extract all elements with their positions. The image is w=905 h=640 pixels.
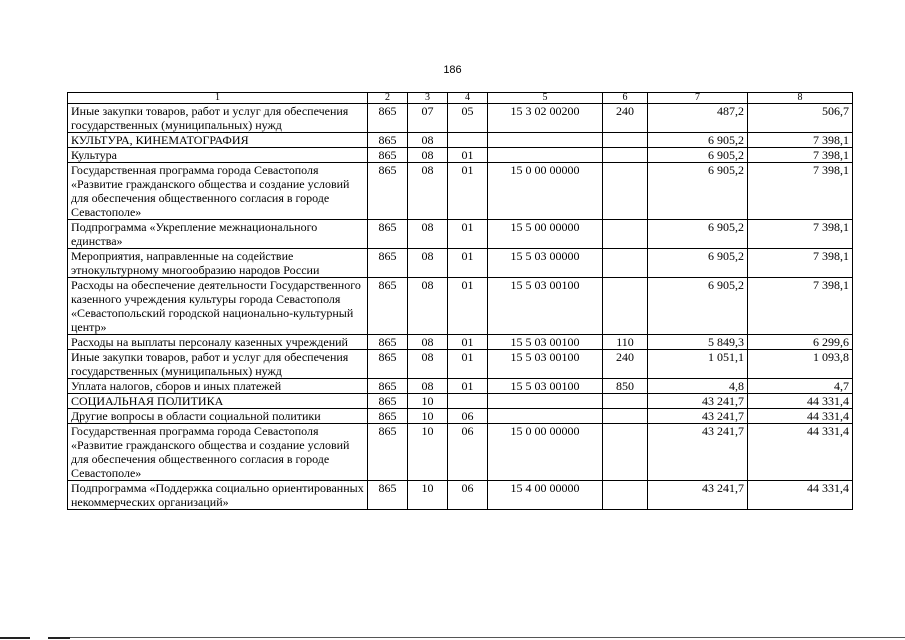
cell-expense-type <box>603 481 648 510</box>
cell-target-article: 15 5 03 00000 <box>488 249 603 278</box>
cell-grbs: 865 <box>368 133 408 148</box>
cell-name: Мероприятия, направленные на содействие этнокультурному многообразию народов России <box>68 249 368 278</box>
cell-amount-year1: 487,2 <box>648 104 748 133</box>
cell-name: Другие вопросы в области социальной политики <box>68 409 368 424</box>
column-header: 5 <box>488 93 603 104</box>
column-header: 1 <box>68 93 368 104</box>
cell-subsection: 01 <box>448 249 488 278</box>
cell-expense-type <box>603 163 648 220</box>
cell-amount-year1: 5 849,3 <box>648 335 748 350</box>
cell-section: 10 <box>408 481 448 510</box>
column-header: 6 <box>603 93 648 104</box>
cell-name: Расходы на обеспечение деятельности Государственного казенного учреждения культуры города Севастополя «Севастопольский городской национально-культурный центр» <box>68 278 368 335</box>
cell-target-article: 15 5 00 00000 <box>488 220 603 249</box>
cell-subsection: 01 <box>448 220 488 249</box>
cell-subsection: 05 <box>448 104 488 133</box>
cell-expense-type <box>603 409 648 424</box>
cell-grbs: 865 <box>368 379 408 394</box>
table-row <box>68 379 853 394</box>
table-row <box>68 148 853 163</box>
cell-section: 08 <box>408 220 448 249</box>
column-header: 7 <box>648 93 748 104</box>
cell-grbs: 865 <box>368 424 408 481</box>
cell-amount-year1: 43 241,7 <box>648 409 748 424</box>
cell-expense-type <box>603 394 648 409</box>
cell-amount-year1: 6 905,2 <box>648 163 748 220</box>
cell-subsection: 01 <box>448 278 488 335</box>
cell-expense-type <box>603 249 648 278</box>
cell-subsection: 01 <box>448 335 488 350</box>
cell-amount-year1: 43 241,7 <box>648 394 748 409</box>
cell-grbs: 865 <box>368 409 408 424</box>
cell-amount-year1: 6 905,2 <box>648 133 748 148</box>
cell-section: 10 <box>408 424 448 481</box>
cell-amount-year1: 43 241,7 <box>648 481 748 510</box>
cell-target-article <box>488 133 603 148</box>
cell-expense-type: 240 <box>603 350 648 379</box>
cell-amount-year1: 6 905,2 <box>648 148 748 163</box>
cell-section: 08 <box>408 379 448 394</box>
cell-amount-year1: 6 905,2 <box>648 249 748 278</box>
cell-grbs: 865 <box>368 481 408 510</box>
cell-amount-year2: 1 093,8 <box>748 350 853 379</box>
cell-expense-type <box>603 148 648 163</box>
cell-section: 08 <box>408 133 448 148</box>
cell-name: Подпрограмма «Поддержка социально ориентированных некоммерческих организаций» <box>68 481 368 510</box>
cell-grbs: 865 <box>368 335 408 350</box>
cell-grbs: 865 <box>368 394 408 409</box>
cell-name: Иные закупки товаров, работ и услуг для обеспечения государственных (муниципальных) нужд <box>68 104 368 133</box>
cell-expense-type <box>603 424 648 481</box>
cell-subsection: 06 <box>448 424 488 481</box>
cell-grbs: 865 <box>368 278 408 335</box>
cell-section: 10 <box>408 394 448 409</box>
cell-grbs: 865 <box>368 163 408 220</box>
table-row <box>68 394 853 409</box>
cell-amount-year2: 4,7 <box>748 379 853 394</box>
table-row <box>68 104 853 133</box>
table-row <box>68 481 853 510</box>
table-row <box>68 163 853 220</box>
cell-amount-year2: 44 331,4 <box>748 409 853 424</box>
cell-amount-year1: 6 905,2 <box>648 278 748 335</box>
table-row <box>68 350 853 379</box>
cell-section: 08 <box>408 163 448 220</box>
cell-expense-type <box>603 278 648 335</box>
cell-target-article <box>488 409 603 424</box>
cell-amount-year1: 4,8 <box>648 379 748 394</box>
cell-amount-year2: 44 331,4 <box>748 424 853 481</box>
cell-name: Расходы на выплаты персоналу казенных учреждений <box>68 335 368 350</box>
cell-target-article: 15 5 03 00100 <box>488 335 603 350</box>
cell-grbs: 865 <box>368 350 408 379</box>
cell-amount-year2: 7 398,1 <box>748 220 853 249</box>
cell-amount-year2: 6 299,6 <box>748 335 853 350</box>
cell-target-article: 15 0 00 00000 <box>488 163 603 220</box>
cell-subsection <box>448 394 488 409</box>
cell-name: Государственная программа города Севастополя «Развитие гражданского общества и создание условий для обеспечения общественного согласия в городе Севастополе» <box>68 424 368 481</box>
cell-amount-year2: 44 331,4 <box>748 394 853 409</box>
cell-name: Культура <box>68 148 368 163</box>
table-row <box>68 424 853 481</box>
cell-amount-year1: 43 241,7 <box>648 424 748 481</box>
cell-section: 07 <box>408 104 448 133</box>
cell-name: Подпрограмма «Укрепление межнационального единства» <box>68 220 368 249</box>
column-header: 4 <box>448 93 488 104</box>
cell-subsection: 01 <box>448 163 488 220</box>
cell-amount-year2: 7 398,1 <box>748 148 853 163</box>
cell-amount-year2: 506,7 <box>748 104 853 133</box>
table-body <box>68 104 853 510</box>
table-row <box>68 278 853 335</box>
page-number: 186 <box>443 64 462 76</box>
table-row <box>68 335 853 350</box>
table-row <box>68 249 853 278</box>
cell-expense-type: 240 <box>603 104 648 133</box>
cell-target-article: 15 3 02 00200 <box>488 104 603 133</box>
cell-target-article: 15 4 00 00000 <box>488 481 603 510</box>
cell-target-article: 15 5 03 00100 <box>488 350 603 379</box>
cell-target-article <box>488 148 603 163</box>
cell-amount-year2: 7 398,1 <box>748 278 853 335</box>
cell-target-article: 15 5 03 00100 <box>488 379 603 394</box>
cell-subsection: 06 <box>448 409 488 424</box>
cell-amount-year2: 7 398,1 <box>748 249 853 278</box>
cell-grbs: 865 <box>368 104 408 133</box>
cell-expense-type <box>603 220 648 249</box>
column-header: 2 <box>368 93 408 104</box>
cell-section: 08 <box>408 148 448 163</box>
cell-section: 08 <box>408 249 448 278</box>
cell-amount-year2: 7 398,1 <box>748 163 853 220</box>
cell-section: 08 <box>408 335 448 350</box>
cell-amount-year2: 44 331,4 <box>748 481 853 510</box>
cell-subsection <box>448 133 488 148</box>
cell-name: Уплата налогов, сборов и иных платежей <box>68 379 368 394</box>
cell-expense-type: 110 <box>603 335 648 350</box>
cell-grbs: 865 <box>368 220 408 249</box>
cell-name: КУЛЬТУРА, КИНЕМАТОГРАФИЯ <box>68 133 368 148</box>
cell-section: 08 <box>408 350 448 379</box>
cell-amount-year1: 6 905,2 <box>648 220 748 249</box>
cell-subsection: 01 <box>448 350 488 379</box>
budget-table <box>67 92 853 510</box>
cell-subsection: 01 <box>448 148 488 163</box>
cell-name: Иные закупки товаров, работ и услуг для обеспечения государственных (муниципальных) нужд <box>68 350 368 379</box>
cell-name: СОЦИАЛЬНАЯ ПОЛИТИКА <box>68 394 368 409</box>
cell-section: 08 <box>408 278 448 335</box>
cell-expense-type: 850 <box>603 379 648 394</box>
table-row <box>68 220 853 249</box>
column-header: 3 <box>408 93 448 104</box>
cell-subsection: 06 <box>448 481 488 510</box>
cell-target-article: 15 0 00 00000 <box>488 424 603 481</box>
table-row <box>68 133 853 148</box>
table-header-row <box>68 93 853 104</box>
cell-target-article <box>488 394 603 409</box>
cell-amount-year1: 1 051,1 <box>648 350 748 379</box>
cell-subsection: 01 <box>448 379 488 394</box>
cell-section: 10 <box>408 409 448 424</box>
cell-grbs: 865 <box>368 249 408 278</box>
column-header: 8 <box>748 93 853 104</box>
cell-expense-type <box>603 133 648 148</box>
cell-name: Государственная программа города Севастополя «Развитие гражданского общества и создание условий для обеспечения общественного согласия в городе Севастополе» <box>68 163 368 220</box>
cell-amount-year2: 7 398,1 <box>748 133 853 148</box>
cell-target-article: 15 5 03 00100 <box>488 278 603 335</box>
table-row <box>68 409 853 424</box>
cell-grbs: 865 <box>368 148 408 163</box>
